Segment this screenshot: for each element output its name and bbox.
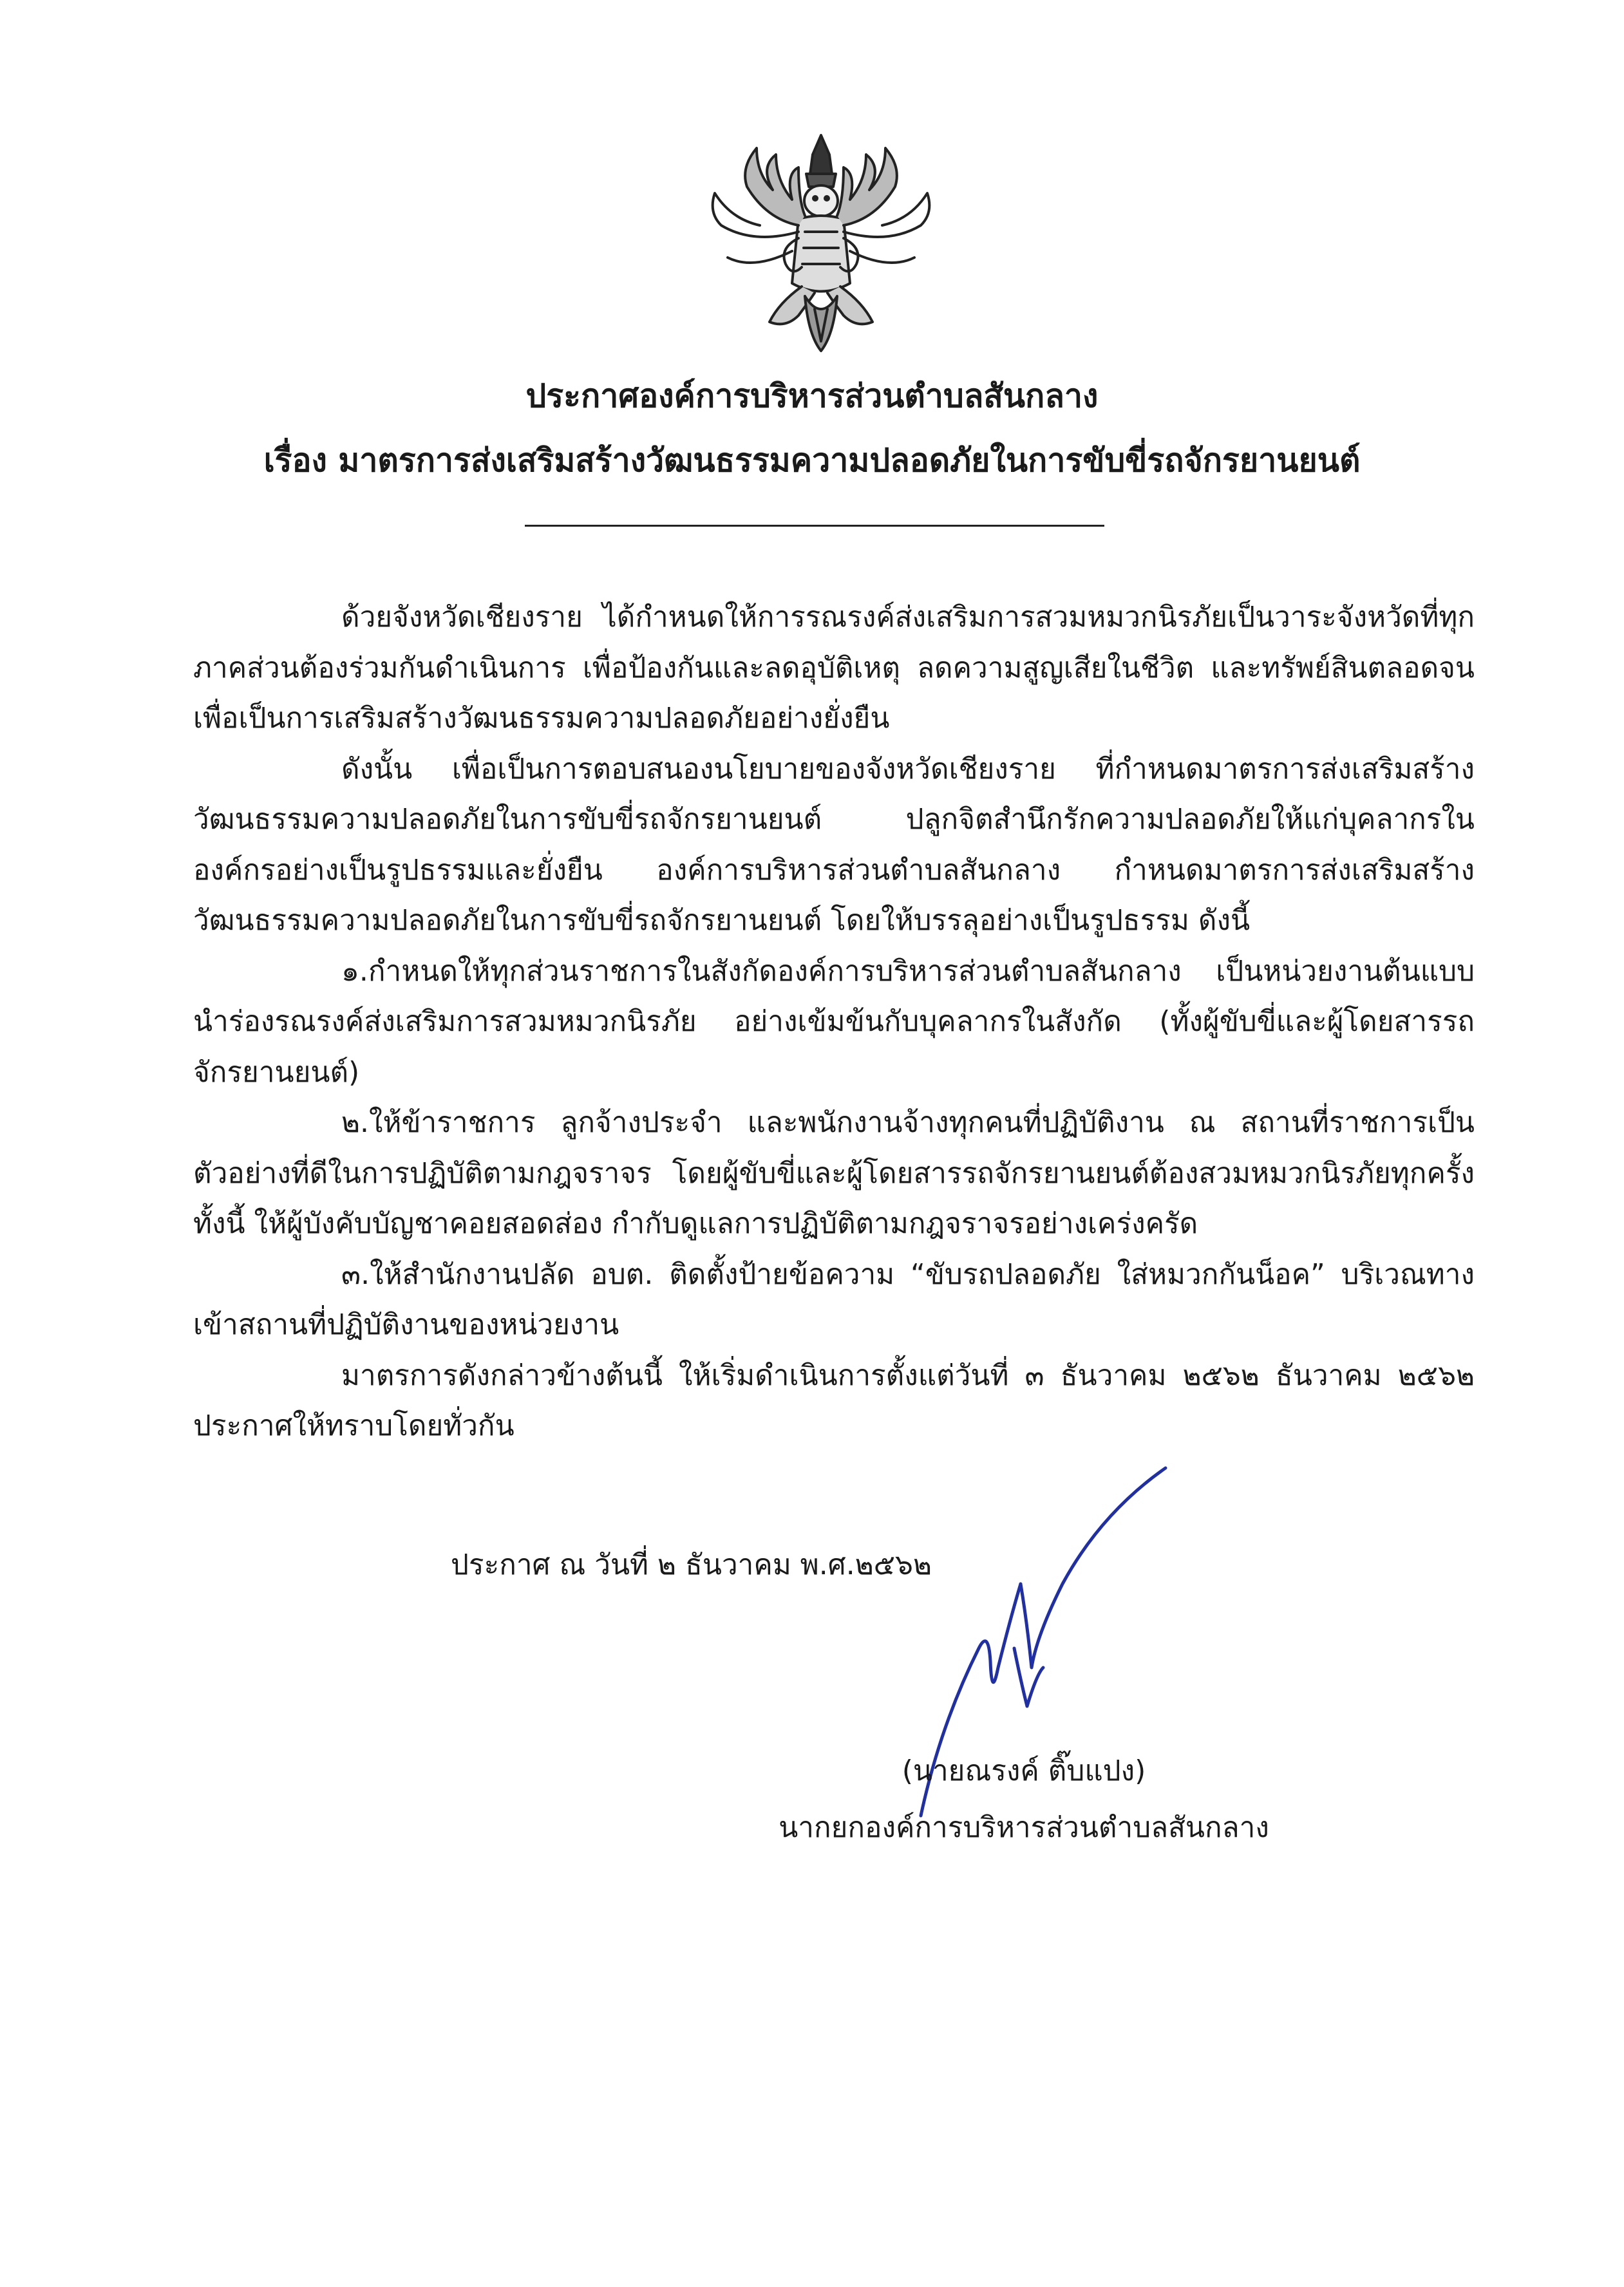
announcement-date: ประกาศ ณ วันที่ ๒ ธันวาคม พ.ศ.๒๕๖๒ [451, 1548, 932, 1581]
paragraph: ๓.ให้สำนักงานปลัด อบต. ติดตั้งป้ายข้อความ “ขับรถปลอดภัย ใส่หมวกกันน็อค” บริเวณทางเข้าสถานที่ปฏิบัติงานของหน่วยงาน [193, 1257, 1475, 1341]
title-divider [525, 525, 1104, 527]
garuda-emblem-icon [695, 129, 947, 361]
paragraph: ดังนั้น เพื่อเป็นการตอบสนองนโยบายของจังหวัดเชียงราย ที่กำหนดมาตรการส่งเสริมสร้างวัฒนธรรมความปลอดภัยในการขับขี่รถจักรยานยนต์ ปลูกจิตสำนึกรักความปลอดภัยให้แก่บุคลากรในองค์กรอย่างเป็นรูปธรรมและยั่งยืน องค์การบริหารส่วนตำบลสันกลาง กำหนดมาตรการส่งเสริมสร้างวัฒนธรรมความปลอดภัยในการขับขี่รถจักรยานยนต์ โดยให้บรรลุอย่างเป็นรูปธรรม ดังนี้ [193, 752, 1475, 937]
signer-name: (นายณรงค์ ติ๊บแปง) [902, 1755, 1146, 1787]
paragraph: มาตรการดังกล่าวข้างต้นนี้ ให้เริ่มดำเนินการตั้งแต่วันที่ ๓ ธันวาคม ๒๕๖๒ ธันวาคม ๒๕๖๒ ประกาศให้ทราบโดยทั่วกัน [193, 1359, 1475, 1442]
announcement-title: ประกาศองค์การบริหารส่วนตำบลสันกลาง [525, 377, 1099, 415]
paragraph: ๒.ให้ข้าราชการ ลูกจ้างประจำ และพนักงานจ้างทุกคนที่ปฏิบัติงาน ณ สถานที่ราชการเป็นตัวอย่างที่ดีในการปฏิบัติตามกฎจราจร โดยผู้ขับขี่และผู้โดยสารรถจักรยานยนต์ต้องสวมหมวกนิรภัยทุกครั้ง ทั้งนี้ ให้ผู้บังคับบัญชาคอยสอดส่อง กำกับดูแลการปฏิบัติตามกฎจราจรอย่างเคร่งครัด [193, 1106, 1475, 1240]
signer-position: นากยกองค์การบริหารส่วนตำบลสันกลาง [779, 1811, 1269, 1844]
announcement-subject: เรื่อง มาตรการส่งเสริมสร้างวัฒนธรรมความปลอดภัยในการขับขี่รถจักรยานยนต์ [263, 442, 1361, 479]
announcement-body [193, 592, 1475, 1452]
paragraph: ๑.กำหนดให้ทุกส่วนราชการในสังกัดองค์การบริหารส่วนตำบลสันกลาง เป็นหน่วยงานต้นแบบนำร่องรณรงค์ส่งเสริมการสวมหมวกนิรภัย อย่างเข้มข้นกับบุคลากรในสังกัด (ทั้งผู้ขับขี่และผู้โดยสารรถจักรยานยนต์) [193, 954, 1475, 1089]
paragraph: ด้วยจังหวัดเชียงราย ได้กำหนดให้การรณรงค์ส่งเสริมการสวมหมวกนิรภัยเป็นวาระจังหวัดที่ทุกภาคส่วนต้องร่วมกันดำเนินการ เพื่อป้องกันและลดอุบัติเหตุ ลดความสูญเสียในชีวิต และทรัพย์สินตลอดจนเพื่อเป็นการเสริมสร้างวัฒนธรรมความปลอดภัยอย่างยั่งยืน [193, 601, 1475, 735]
